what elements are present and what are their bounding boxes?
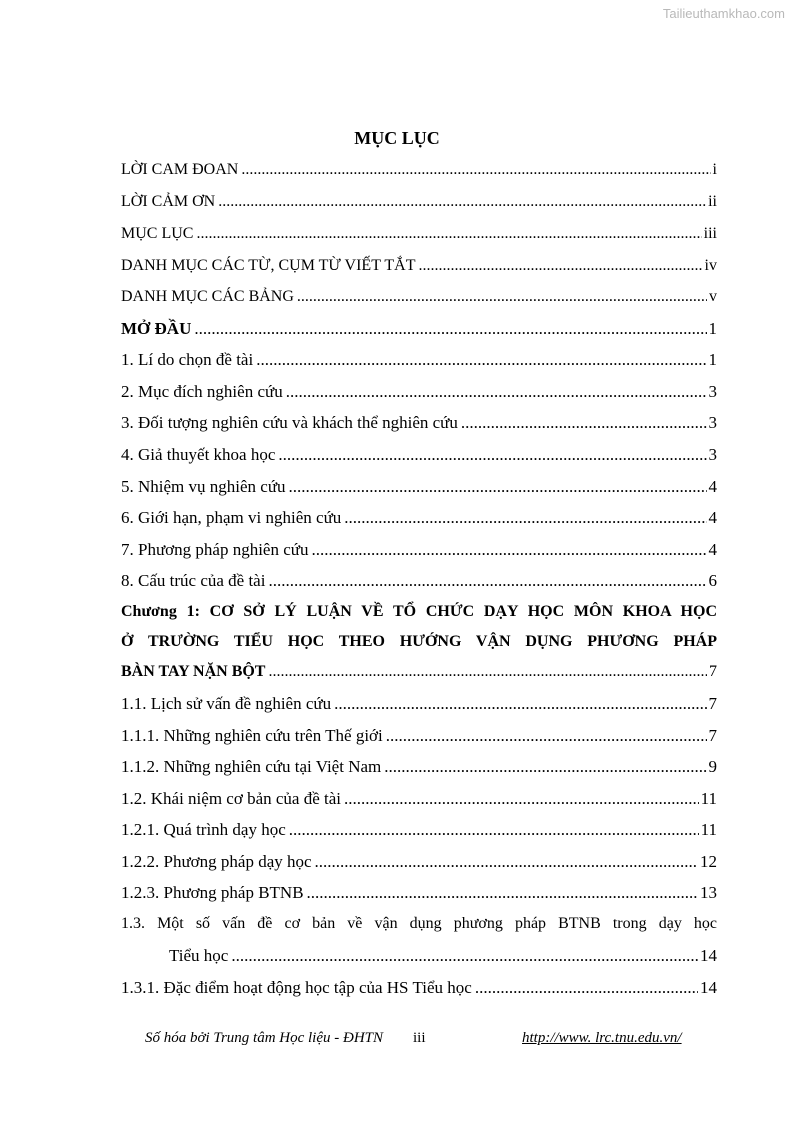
toc-entry-label: 1. Lí do chọn đề tài — [121, 350, 254, 369]
toc-entry-page: 3 — [708, 413, 717, 432]
toc-entry-page: 13 — [700, 883, 717, 902]
toc-entry[interactable] — [169, 944, 717, 968]
toc-entry-label: DANH MỤC CÁC BẢNG — [121, 288, 294, 305]
toc-entry-label: 7. Phương pháp nghiên cứu — [121, 540, 309, 559]
toc-entry-page: v — [709, 288, 717, 305]
toc-entry-page: 3 — [708, 445, 717, 464]
toc-entry[interactable] — [121, 818, 717, 842]
toc-entry-label: 1.3.1. Đặc điểm hoạt động học tập của HS Tiểu học — [121, 978, 472, 997]
toc-entry-label: 6. Giới hạn, phạm vi nghiên cứu — [121, 508, 342, 527]
toc-entry-label: 1.2.2. Phương pháp dạy học — [121, 852, 312, 871]
toc-entry[interactable] — [121, 755, 717, 779]
toc-entry-page: 1 — [708, 319, 717, 338]
toc-entry-label: LỜI CẢM ƠN — [121, 193, 216, 210]
toc-entry-label: 3. Đối tượng nghiên cứu và khách thể nghiên cứu — [121, 413, 458, 432]
toc-entry[interactable] — [121, 538, 717, 562]
toc-entry[interactable] — [121, 850, 717, 874]
toc-entry-label: MỞ ĐẦU — [121, 319, 192, 338]
toc-entry-label: LỜI CAM ĐOAN — [121, 161, 239, 178]
toc-entry[interactable] — [121, 724, 717, 748]
toc-entry-page: 11 — [700, 820, 717, 839]
toc-entry-page: 9 — [708, 757, 717, 776]
toc-entry-label: DANH MỤC CÁC TỪ, CỤM TỪ VIẾT TẮT — [121, 257, 416, 274]
toc-entry-label: 1.1.1. Những nghiên cứu trên Thế giới — [121, 726, 383, 745]
toc-entry[interactable] — [121, 411, 717, 435]
toc-entry[interactable] — [121, 787, 717, 811]
toc-entry-label: 1.2.1. Quá trình dạy học — [121, 820, 286, 839]
toc-entry-page: 4 — [708, 477, 717, 496]
toc-entry-label: 1.2.3. Phương pháp BTNB — [121, 883, 304, 902]
toc-entry-label: 1.1.2. Những nghiên cứu tại Việt Nam — [121, 757, 382, 776]
toc-entry-label: 4. Giả thuyết khoa học — [121, 445, 276, 464]
toc-entry-page: iii — [703, 225, 717, 242]
footer-page-number: iii — [413, 1030, 426, 1046]
toc-entry[interactable] — [121, 443, 717, 467]
toc-entry-label: 1.1. Lịch sử vấn đề nghiên cứu — [121, 694, 332, 713]
toc-entry-label: 5. Nhiệm vụ nghiên cứu — [121, 477, 286, 496]
footer-url-link[interactable]: http://www. lrc.tnu.edu.vn/ — [522, 1030, 682, 1046]
toc-entry-label: 2. Mục đích nghiên cứu — [121, 382, 283, 401]
toc-entry[interactable] — [121, 380, 717, 404]
chapter-heading-line[interactable]: Chương 1: CƠ SỞ LÝ LUẬN VỀ TỔ CHỨC DẠY HỌC MÔN KHOA HỌC — [121, 603, 717, 620]
toc-entry[interactable] — [121, 222, 717, 246]
toc-entry[interactable] — [121, 285, 717, 309]
toc-entry-page: 7 — [708, 694, 717, 713]
toc-entry[interactable] — [121, 317, 717, 341]
toc-entry-page: 6 — [708, 571, 717, 590]
toc-entry[interactable] — [121, 475, 717, 499]
toc-entry-page: i — [712, 161, 717, 178]
toc-entry[interactable] — [121, 190, 717, 214]
toc-entry[interactable] — [121, 976, 717, 1000]
toc-entry[interactable] — [121, 881, 717, 905]
toc-entry-heading-line[interactable]: 1.3. Một số vấn đề cơ bản về vận dụng phương pháp BTNB trong dạy học — [121, 915, 717, 932]
toc-entry[interactable] — [121, 158, 717, 182]
toc-entry-page: ii — [708, 193, 717, 210]
toc-entry[interactable] — [121, 348, 717, 372]
toc-entry-chapter-1[interactable] — [121, 660, 717, 684]
toc-entry-page: 14 — [700, 946, 717, 965]
toc-entry[interactable] — [121, 506, 717, 530]
toc-entry-page: 14 — [700, 978, 717, 997]
toc-entry-page: 11 — [700, 789, 717, 808]
footer-credit: Số hóa bởi Trung tâm Học liệu - ĐHTN — [145, 1030, 384, 1046]
page-footer — [0, 1030, 794, 1052]
toc-entry-page: 7 — [709, 663, 717, 680]
toc-entry-page: 12 — [700, 852, 717, 871]
toc-entry-label: 8. Cấu trúc của đề tài — [121, 571, 266, 590]
toc-entry[interactable] — [121, 254, 717, 278]
toc-entry-page: iv — [704, 257, 717, 274]
toc-entry-page: 4 — [708, 508, 717, 527]
toc-entry-page: 3 — [708, 382, 717, 401]
toc-entry[interactable] — [121, 569, 717, 593]
toc-entry-page: 7 — [708, 726, 717, 745]
toc-entry-page: 1 — [708, 350, 717, 369]
page-title: MỤC LỤC — [354, 128, 440, 148]
watermark: Tailieuthamkhao.com — [662, 6, 785, 21]
toc-entry[interactable] — [121, 692, 717, 716]
toc-entry-label: Tiểu học — [169, 946, 229, 965]
toc-entry-page: 4 — [708, 540, 717, 559]
toc-entry-label: BÀN TAY NẶN BỘT — [121, 663, 266, 680]
toc-entry-label: MỤC LỤC — [121, 225, 194, 242]
chapter-heading-line[interactable]: Ở TRƯỜNG TIỂU HỌC THEO HƯỚNG VẬN DỤNG PHƯƠNG PHÁP — [121, 633, 717, 650]
toc-entry-label: 1.2. Khái niệm cơ bản của đề tài — [121, 789, 341, 808]
